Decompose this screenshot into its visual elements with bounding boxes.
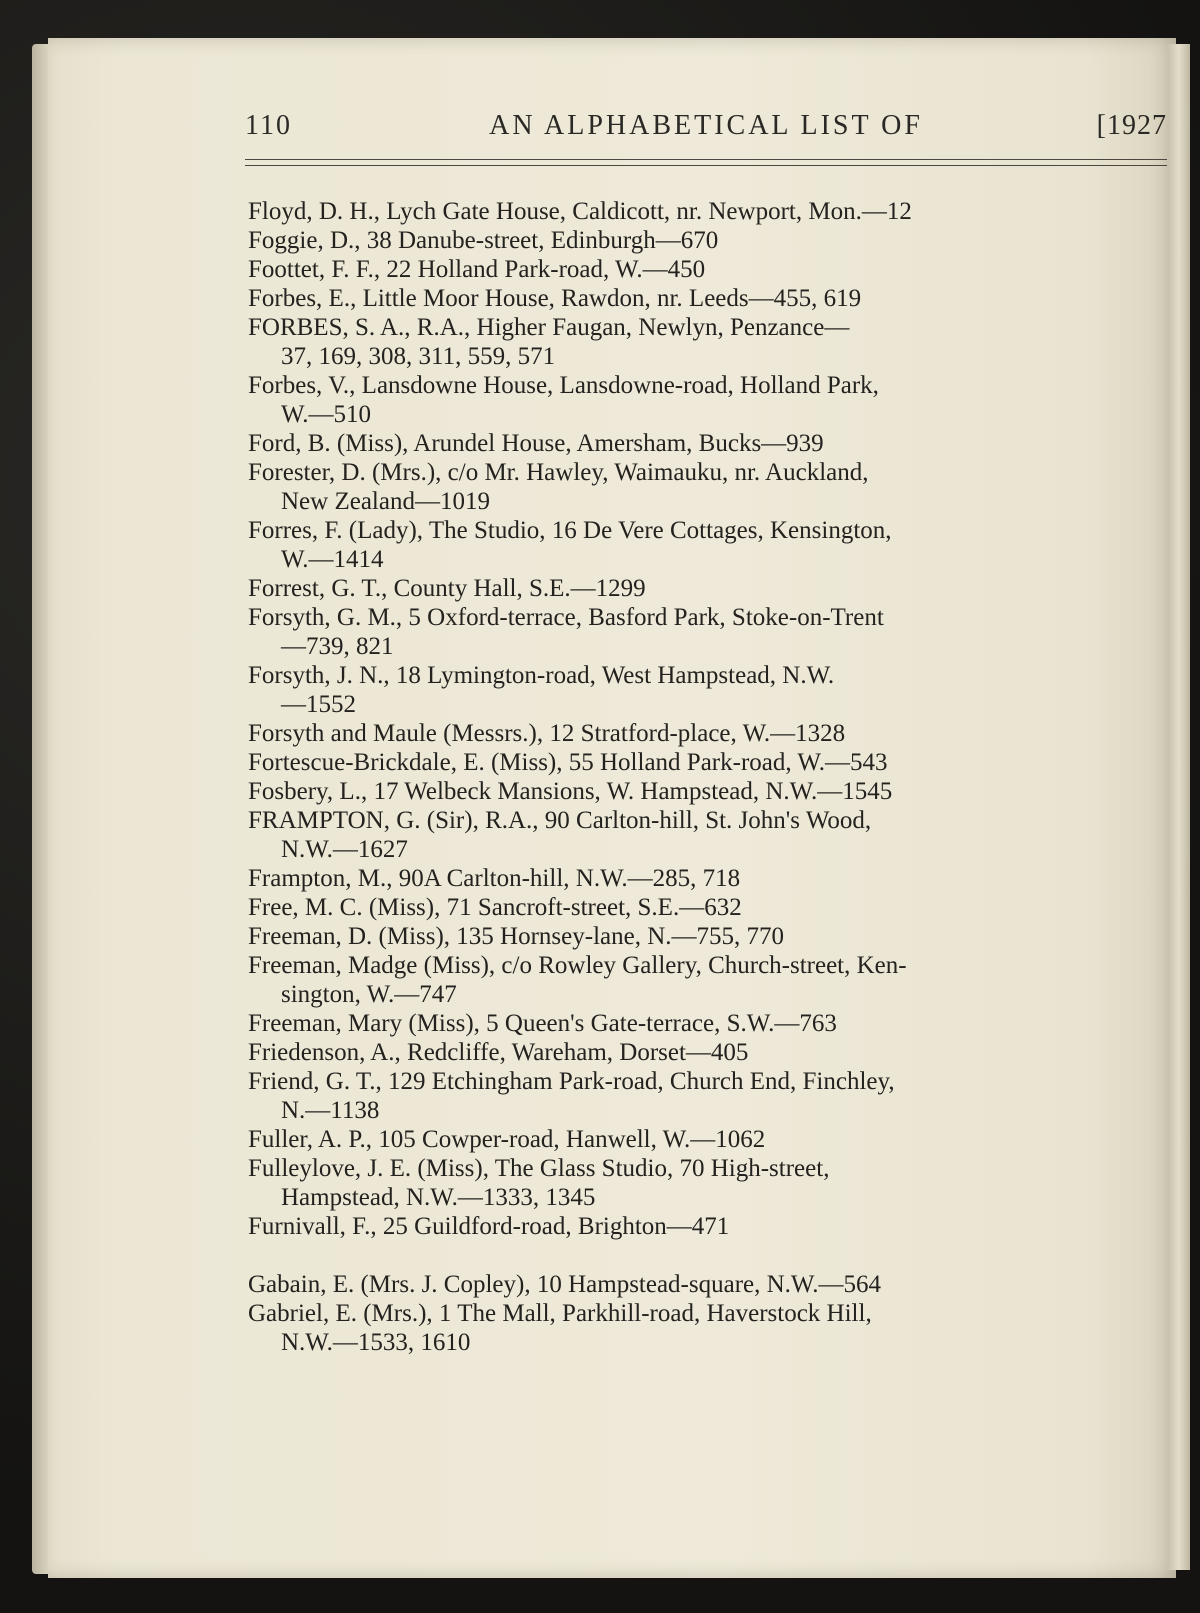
entry-line: Foggie, D., 38 Danube-street, Edinburgh—670 — [248, 227, 719, 254]
entry-line: Forbes, E., Little Moor House, Rawdon, nr. Leeds—455, 619 — [248, 285, 862, 312]
entry-line: Friedenson, A., Redcliffe, Wareham, Dorset—405 — [248, 1039, 749, 1066]
entry-line: Freeman, D. (Miss), 135 Hornsey-lane, N.—755, 770 — [248, 923, 785, 950]
entry-continuation-line: N.—1138 — [281, 1097, 380, 1124]
entry-line: Fosbery, L., 17 Welbeck Mansions, W. Hampstead, N.W.—1545 — [248, 778, 893, 805]
entry-continuation-line: New Zealand—1019 — [281, 488, 490, 515]
list-entry — [248, 197, 1166, 226]
page-number: 110 — [245, 110, 292, 141]
list-entry — [248, 1125, 1166, 1154]
list-entry — [248, 1270, 1166, 1299]
list-entry — [248, 1067, 1166, 1125]
list-entry — [248, 255, 1166, 284]
list-entry — [248, 719, 1166, 748]
list-entry — [248, 603, 1166, 661]
list-entry — [248, 1299, 1166, 1357]
list-entry — [248, 429, 1166, 458]
entry-continuation-line: 37, 169, 308, 311, 559, 571 — [281, 343, 556, 370]
entry-line: FRAMPTON, G. (Sir), R.A., 90 Carlton-hill, St. John's Wood, — [248, 807, 872, 834]
entry-line: Forbes, V., Lansdowne House, Lansdowne-road, Holland Park, — [248, 372, 879, 399]
entry-line: Forsyth and Maule (Messrs.), 12 Stratford-place, W.—1328 — [248, 720, 846, 747]
entry-line: Freeman, Madge (Miss), c/o Rowley Gallery, Church-street, Ken- — [248, 952, 907, 979]
list-entry — [248, 458, 1166, 516]
entry-line: Ford, B. (Miss), Arundel House, Amersham, Bucks—939 — [248, 430, 824, 457]
entry-line: FORBES, S. A., R.A., Higher Faugan, Newlyn, Penzance— — [248, 314, 850, 341]
page-title: AN ALPHABETICAL LIST OF — [489, 110, 923, 141]
entry-line: Fuller, A. P., 105 Cowper-road, Hanwell, W.—1062 — [248, 1126, 766, 1153]
list-entry — [248, 806, 1166, 864]
list-entry — [248, 226, 1166, 255]
entry-line: Free, M. C. (Miss), 71 Sancroft-street, S.E.—632 — [248, 894, 742, 921]
entry-line: Forsyth, G. M., 5 Oxford-terrace, Basford Park, Stoke-on-Trent — [248, 604, 884, 631]
list-entry — [248, 1038, 1166, 1067]
entry-list — [248, 197, 1166, 1357]
entry-line: Fulleylove, J. E. (Miss), The Glass Studio, 70 High-street, — [248, 1155, 830, 1182]
list-entry — [248, 1009, 1166, 1038]
entry-line: Forsyth, J. N., 18 Lymington-road, West Hampstead, N.W. — [248, 662, 835, 689]
section-gap — [248, 1241, 1166, 1270]
entry-continuation-line: —739, 821 — [281, 633, 394, 660]
entry-line: Forrest, G. T., County Hall, S.E.—1299 — [248, 575, 646, 602]
header-year: [1927 — [1096, 110, 1167, 141]
list-entry — [248, 922, 1166, 951]
list-entry — [248, 371, 1166, 429]
list-entry — [248, 574, 1166, 603]
entry-continuation-line: N.W.—1627 — [281, 836, 408, 863]
entry-continuation-line: W.—1414 — [281, 546, 384, 573]
entry-line: Gabain, E. (Mrs. J. Copley), 10 Hampstead-square, N.W.—564 — [248, 1271, 881, 1298]
list-entry — [248, 1212, 1166, 1241]
list-entry — [248, 516, 1166, 574]
entry-line: Forres, F. (Lady), The Studio, 16 De Vere Cottages, Kensington, — [248, 517, 892, 544]
entry-line: Furnivall, F., 25 Guildford-road, Brighton—471 — [248, 1213, 730, 1240]
list-entry — [248, 864, 1166, 893]
entry-continuation-line: Hampstead, N.W.—1333, 1345 — [281, 1184, 596, 1211]
header-rule-top — [245, 159, 1167, 160]
entry-line: Foottet, F. F., 22 Holland Park-road, W.—450 — [248, 256, 706, 283]
entry-line: Frampton, M., 90A Carlton-hill, N.W.—285, 718 — [248, 865, 741, 892]
header-rule-bottom — [245, 165, 1167, 166]
entry-line: Gabriel, E. (Mrs.), 1 The Mall, Parkhill-road, Haverstock Hill, — [248, 1300, 872, 1327]
entry-continuation-line: W.—510 — [281, 401, 372, 428]
entry-continuation-line: —1552 — [281, 691, 356, 718]
list-entry — [248, 748, 1166, 777]
list-entry — [248, 951, 1166, 1009]
list-entry — [248, 1154, 1166, 1212]
list-entry — [248, 284, 1166, 313]
entry-line: Fortescue-Brickdale, E. (Miss), 55 Holland Park-road, W.—543 — [248, 749, 888, 776]
list-entry — [248, 661, 1166, 719]
page-stack-edge-right — [1168, 44, 1190, 1570]
running-header — [245, 110, 1167, 150]
entry-continuation-line: N.W.—1533, 1610 — [281, 1329, 471, 1356]
entry-line: Friend, G. T., 129 Etchingham Park-road, Church End, Finchley, — [248, 1068, 895, 1095]
list-entry — [248, 893, 1166, 922]
entry-line: Floyd, D. H., Lych Gate House, Caldicott, nr. Newport, Mon.—12 — [248, 198, 912, 225]
entry-line: Freeman, Mary (Miss), 5 Queen's Gate-terrace, S.W.—763 — [248, 1010, 837, 1037]
list-entry — [248, 777, 1166, 806]
entry-continuation-line: sington, W.—747 — [281, 981, 457, 1008]
entry-line: Forester, D. (Mrs.), c/o Mr. Hawley, Waimauku, nr. Auckland, — [248, 459, 869, 486]
list-entry — [248, 313, 1166, 371]
